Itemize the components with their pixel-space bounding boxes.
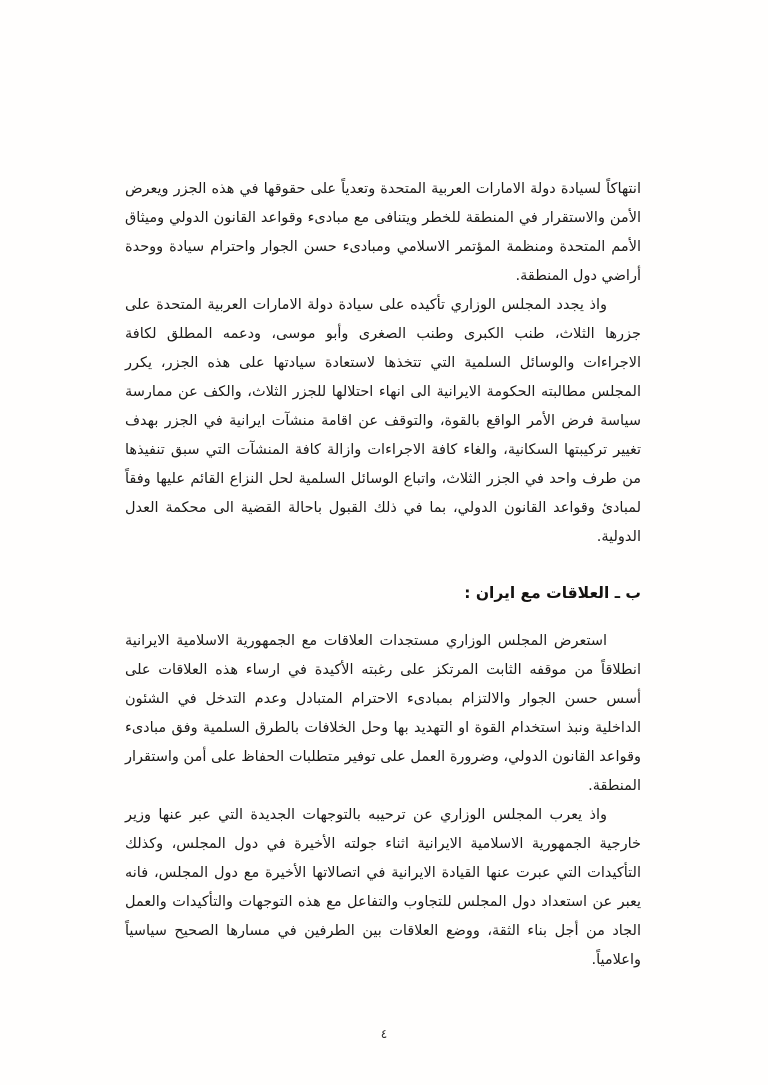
section-b-heading: ب ـ العلاقات مع ايران :	[464, 584, 641, 602]
page-number: ٤	[380, 1027, 388, 1041]
section-b-paragraph-2: واذ يعرب المجلس الوزاري عن ترحيبه بالتوجهات الجديدة التي عبر عنها وزير خارجية الجمهورية الاسلامية الايرانية اثناء جولته الأخيرة في دول المجلس، وكذلك التأكيدات التي عبرت عنها القيادة الايرانية في اتصالاتها الأخيرة مع دول المجلس، فانه يعبر عن استعداد دول المجلس للتجاوب والتفاعل مع هذه التوجهات والتأكيدات والعمل الجاد من أجل بناء الثقة، ووضع العلاقات بين الطرفين في مسارها الصحيح سياسياً واعلامياً.	[125, 807, 641, 968]
section-b-paragraph-1: استعرض المجلس الوزاري مستجدات العلاقات مع الجمهورية الاسلامية الايرانية انطلاقاً من موقفه الثابت المرتكز على رغبته الأكيدة في ارساء هذه العلاقات على أسس حسن الجوار والالتزام بمبادىء الاحترام المتبادل وعدم التدخل في الشئون الداخلية ونبذ استخدام القوة او التهديد بها وحل الخلافات بالطرق السلمية وفق مبادىء وقواعد القانون الدولي، وضرورة العمل على توفير متطلبات الحفاظ على أمن واستقرار المنطقة.	[125, 633, 641, 794]
intro-paragraph-2: واذ يجدد المجلس الوزاري تأكيده على سيادة دولة الامارات العربية المتحدة على جزرها الثلاث، طنب الكبرى وطنب الصغرى وأبو موسى، ودعمه المطلق لكافة الاجراءات والوسائل السلمية التي تتخذها لاستعادة سيادتها على هذه الجزر، يكرر المجلس مطالبته الحكومة الايرانية الى انهاء احتلالها للجزر الثلاث، والكف عن ممارسة سياسة فرض الأمر الواقع بالقوة، والتوقف عن اقامة منشآت ايرانية في الجزر بهدف تغيير تركيبتها السكانية، والغاء كافة الاجراءات وازالة كافة المنشآت التي سبق تنفيذها من طرف واحد في الجزر الثلاث، واتباع الوسائل السلمية لحل النزاع القائم عليها وفقاً لمبادئ وقواعد القانون الدولي، بما في ذلك القبول باحالة القضية الى محكمة العدل الدولية.	[125, 297, 641, 545]
intro-paragraph-1: انتهاكاً لسيادة دولة الامارات العربية المتحدة وتعدياً على حقوقها في هذه الجزر ويعرض الأمن والاستقرار في المنطقة للخطر ويتنافى مع مبادىء وقواعد القانون الدولي وميثاق الأمم المتحدة ومنظمة المؤتمر الاسلامي ومبادىء حسن الجوار واحترام سيادة ووحدة أراضي دول المنطقة.	[125, 181, 641, 284]
document-body	[125, 175, 641, 975]
